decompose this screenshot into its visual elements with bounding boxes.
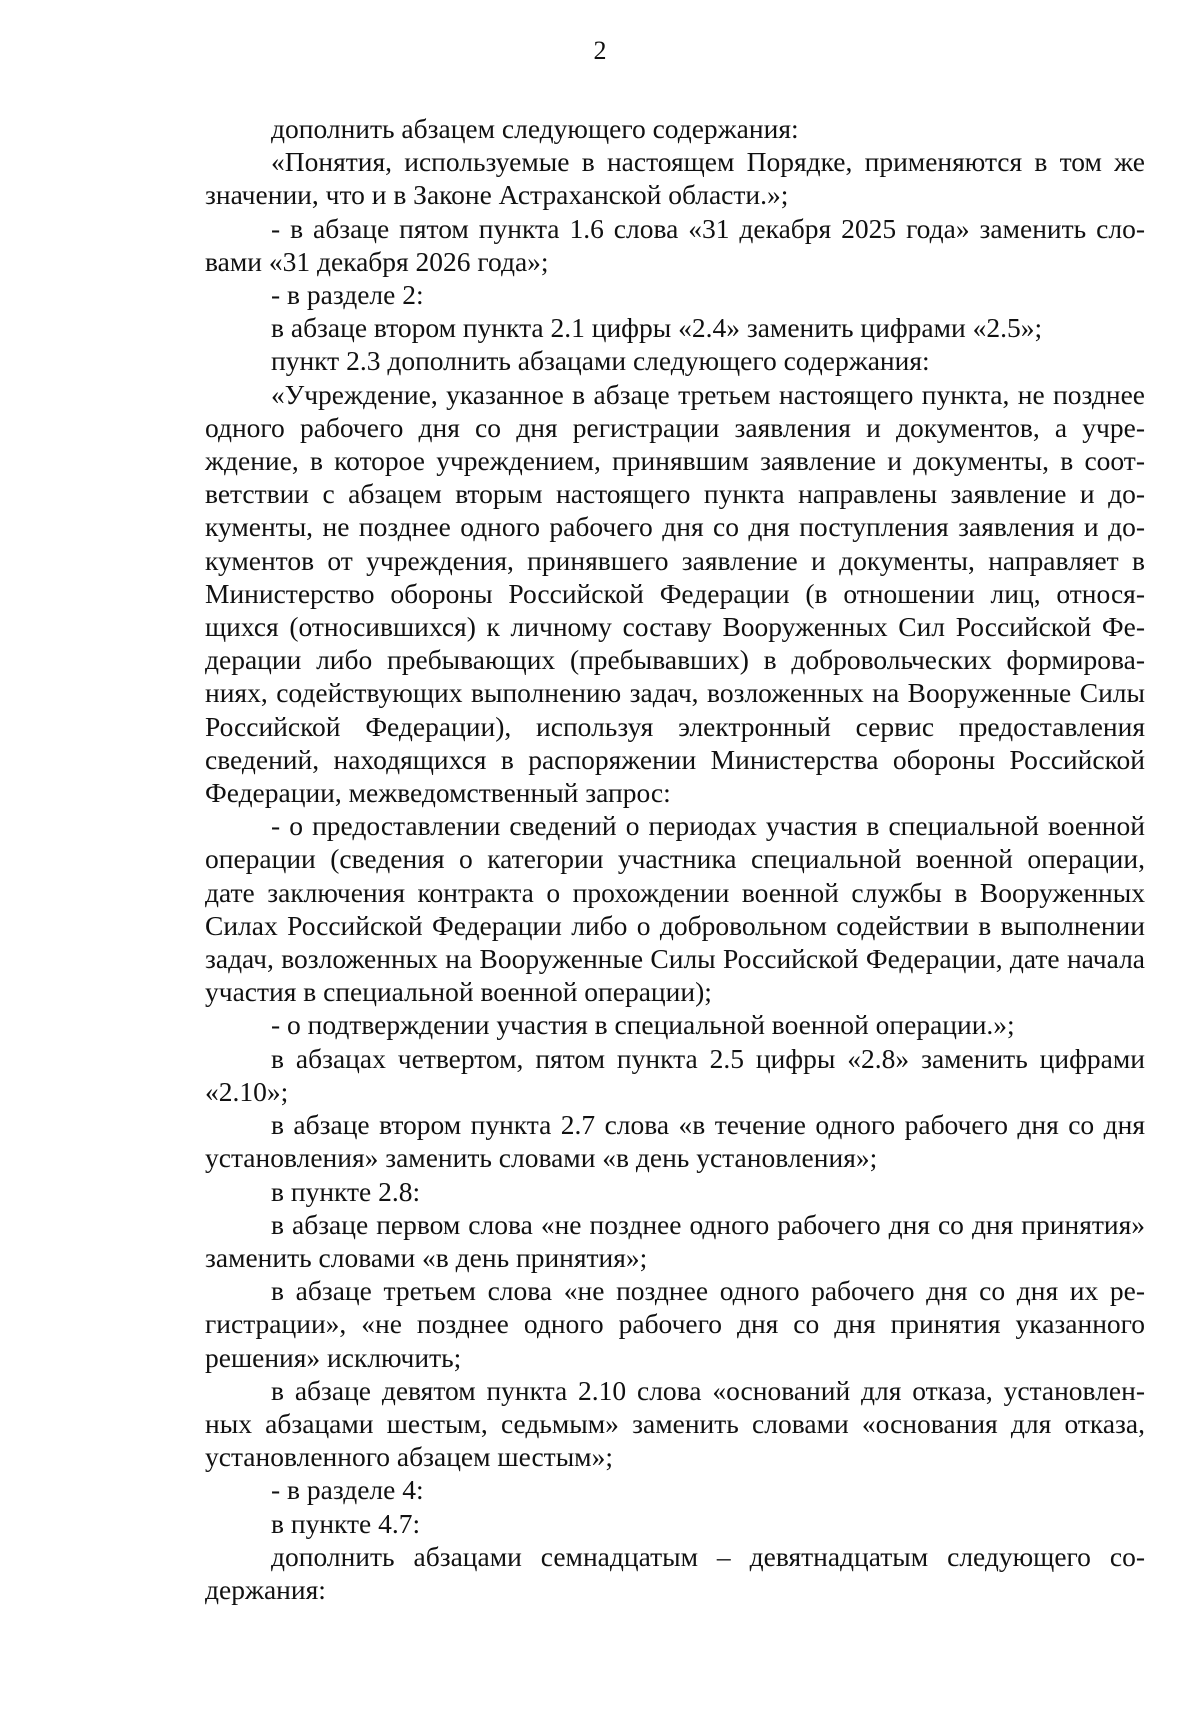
paragraph-12: в пункте 2.8: (271, 1175, 421, 1207)
paragraph-18: дополнить абзацами семнадцатым – девятнадцатым следующего содержания: (205, 1540, 1145, 1605)
paragraph-1: дополнить абзацем следующего содержания: (271, 113, 799, 144)
paragraph-9: - о подтверждении участия в специальной военной операции.»; (271, 1009, 1015, 1041)
paragraph-4: - в разделе 2: (271, 279, 424, 311)
paragraph-8: - о предоставлении сведений о периодах участия в специальной военной операции (сведения о категории участника специальной военной операции, дате заключения контракта о прохождении военной службы в Вооруженных Силах Российской Федерации либо о добровольном содействии в выполнении задач, возложенных на Вооруженные Силы Российской Федерации, дате начала участия в специальной военной операции); (205, 810, 1145, 1008)
paragraph-10: в абзацах четвертом, пятом пункта 2.5 цифры «2.8» заменить цифрами «2.10»; (205, 1042, 1145, 1107)
paragraph-2: «Понятия, используемые в настоящем Порядке, применяются в том же значении, что и в Законе Астраханской области.»; (205, 146, 1145, 211)
paragraph-5: в абзаце втором пункта 2.1 цифры «2.4» заменить цифрами «2.5»; (271, 312, 1043, 344)
document-body (205, 112, 1145, 1606)
paragraph-17: в пункте 4.7: (271, 1507, 421, 1539)
paragraph-11: в абзаце втором пункта 2.7 слова «в течение одного рабочего дня со дня установления» заменить словами «в день установления»; (205, 1109, 1145, 1174)
page-number: 2 (593, 36, 607, 65)
paragraph-6: пункт 2.3 дополнить абзацами следующего содержания: (271, 345, 930, 377)
paragraph-3: - в абзаце пятом пункта 1.6 слова «31 декабря 2025 года» заменить словами «31 декабря 2026 года»; (205, 212, 1145, 277)
paragraph-13: в абзаце первом слова «не позднее одного рабочего дня со дня принятия» заменить словами «в день принятия»; (205, 1208, 1145, 1273)
paragraph-16: - в разделе 4: (271, 1474, 424, 1506)
paragraph-15: в абзаце девятом пункта 2.10 слова «оснований для отказа, установленных абзацами шестым, седьмым» заменить словами «основания для отказа, установленного абзацем шестым»; (205, 1374, 1145, 1473)
paragraph-14: в абзаце третьем слова «не позднее одного рабочего дня со дня их регистрации», «не позднее одного рабочего дня со дня принятия указанного решения» исключить; (205, 1275, 1145, 1373)
paragraph-7: «Учреждение, указанное в абзаце третьем настоящего пункта, не позднее одного рабочего дня со дня регистрации заявления и документов, а учреждение, в которое учреждением, принявшим заявление и документы, в соответствии с абзацем вторым настоящего пункта направлены заявление и документы, не позднее одного рабочего дня со дня поступления заявления и документов от учреждения, принявшего заявление и документы, направляет в Министерство обороны Российской Федерации (в отношении лиц, относящихся (относившихся) к личному составу Вооруженных Сил Российской Федерации либо пребывающих (пребывавших) в добровольческих формированиях, содействующих выполнению задач, возложенных на Вооруженные Силы Российской Федерации), используя электронный сервис предоставления сведений, находящихся в распоряжении Министерства обороны Российской Федерации, межведомственный запрос: (205, 378, 1145, 809)
